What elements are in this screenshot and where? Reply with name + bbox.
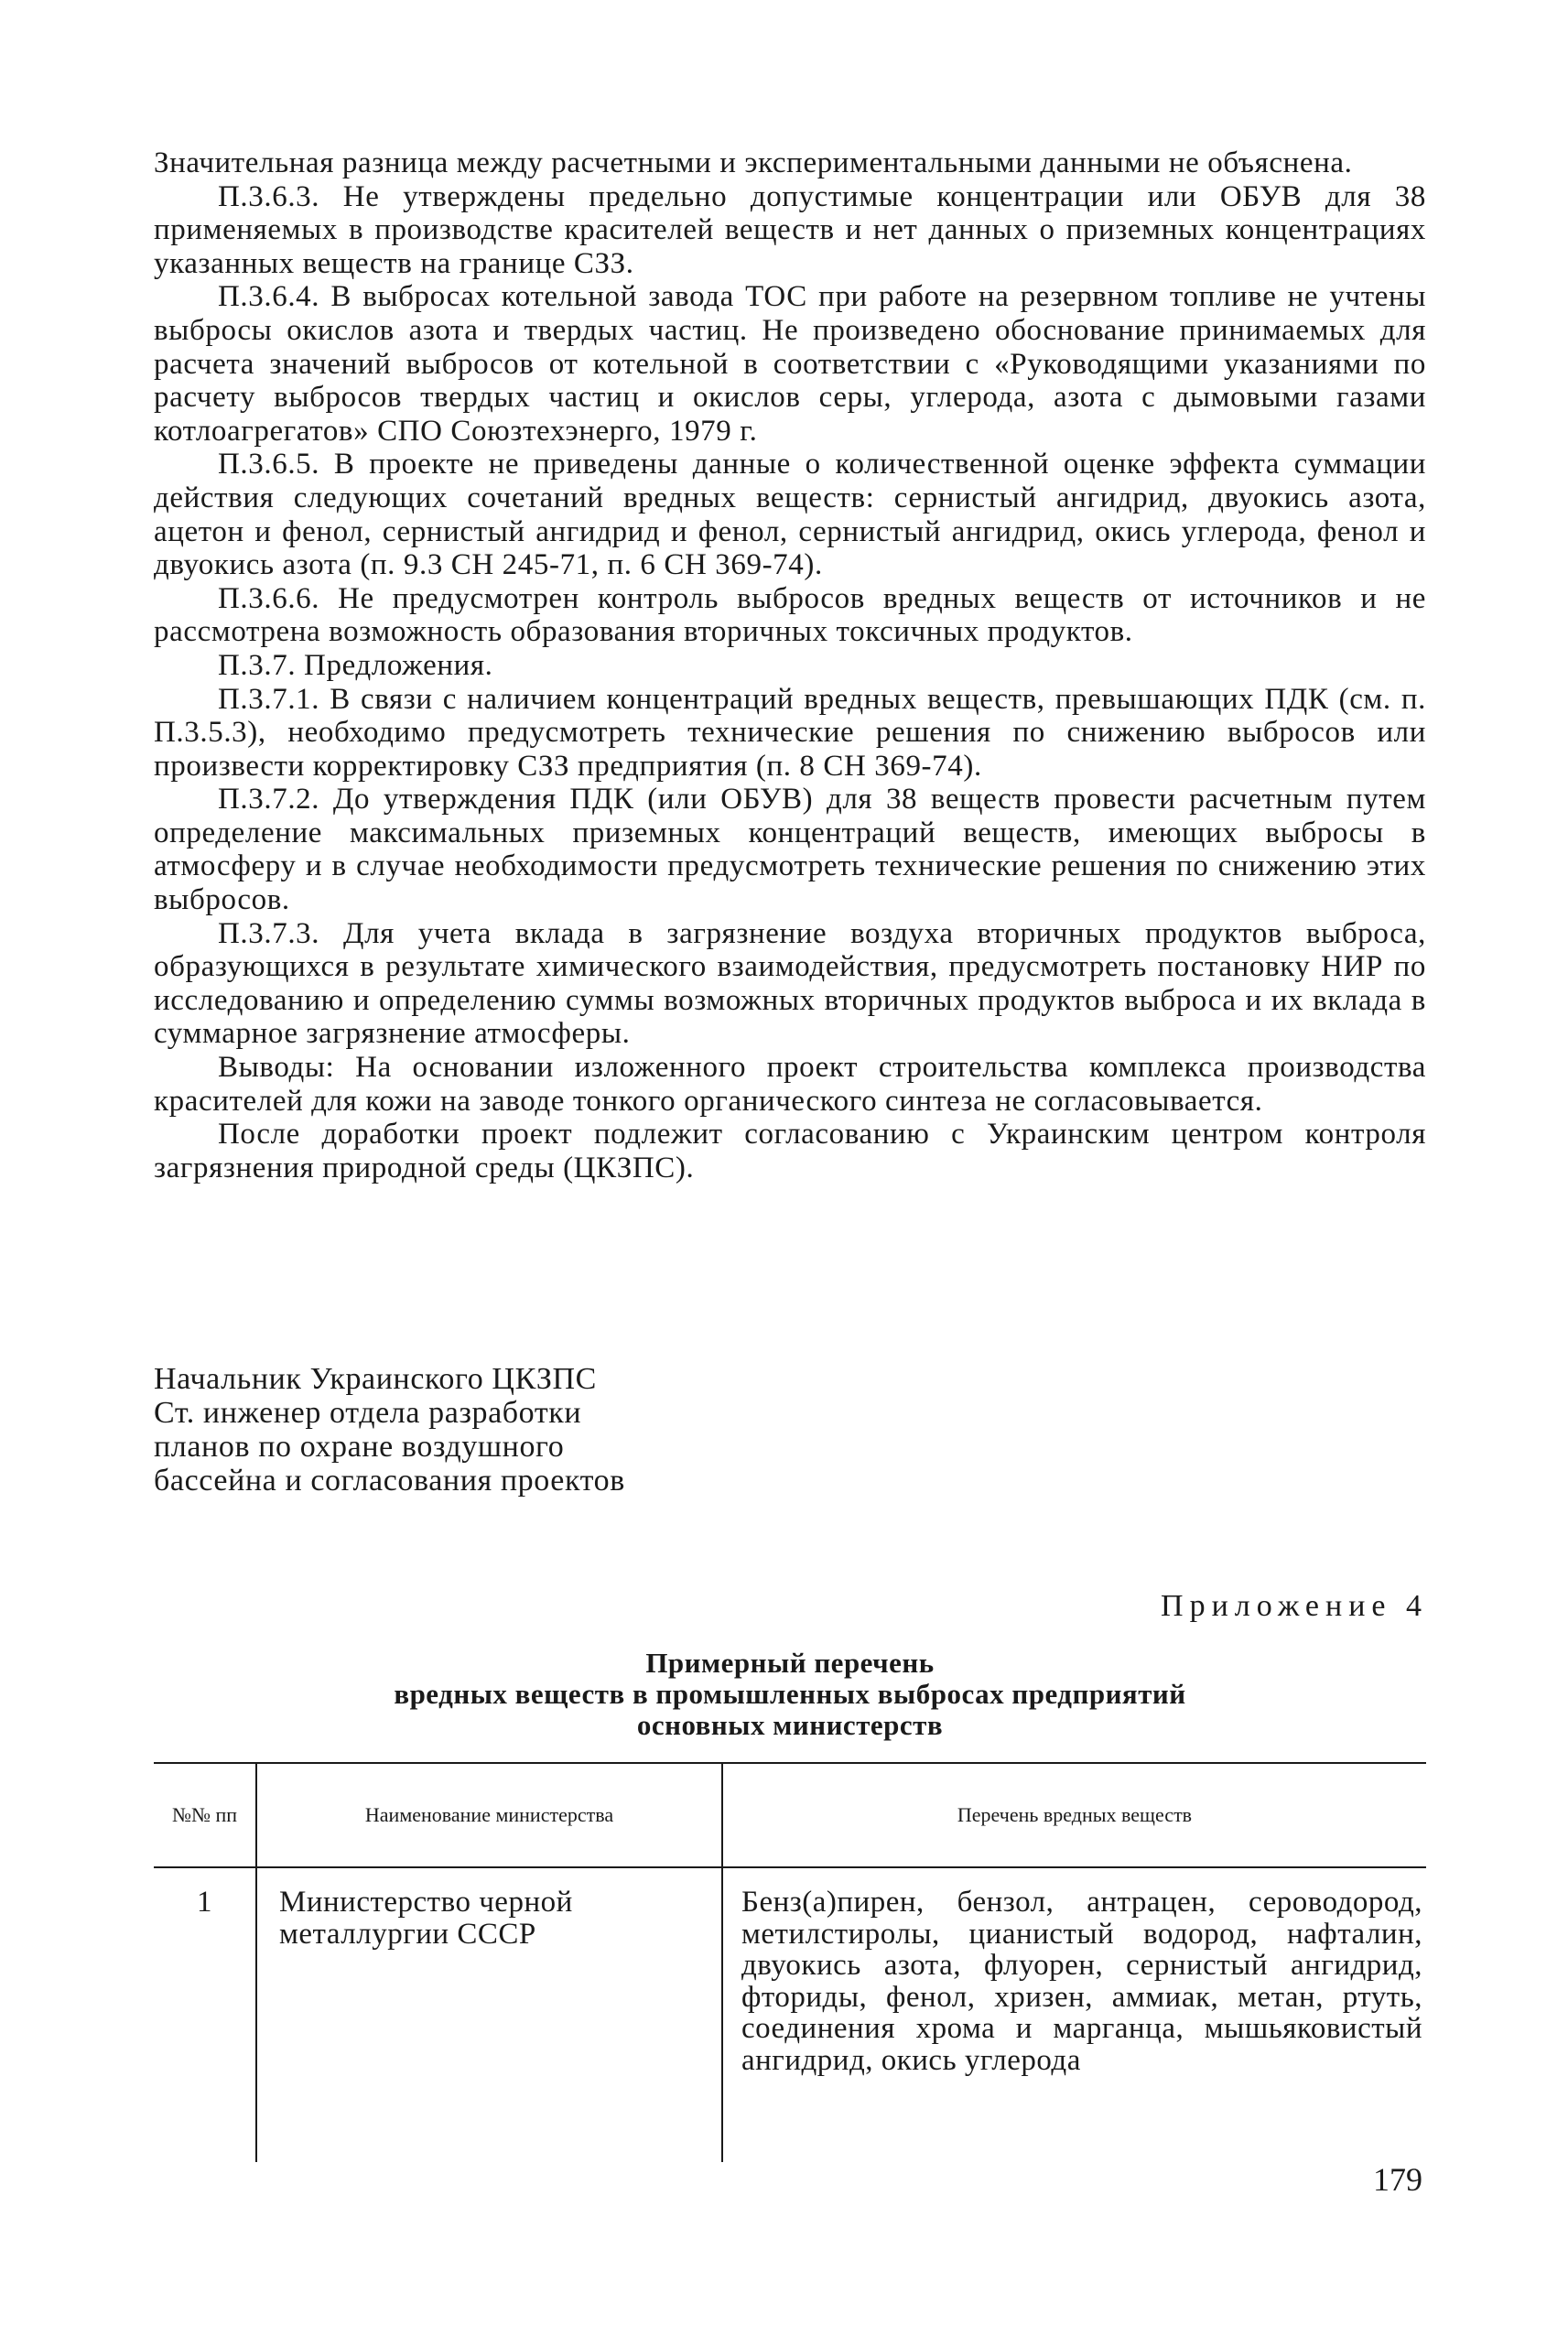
appendix-label: Приложение 4 [1161, 1589, 1428, 1623]
cell-substances: Бенз(а)пирен, бензол, антрацен, сероводород, метилстиролы, цианистый водород, нафталин, двуокись азота, флуорен, сернистый ангидрид, фториды, фенол, хризен, аммиак, метан, ртуть, соединения хрома и марганца, мышьяковистый ангидрид, окись углерода [722, 1867, 1426, 2162]
signature-line: Ст. инженер отдела разработки [154, 1396, 582, 1430]
paragraph: П.3.6.6. Не предусмотрен контроль выбросов вредных веществ от источников и не рассмотрена возможность образования вторичных токсичных продуктов. [154, 581, 1426, 649]
appendix-title-line: вредных веществ в промышленных выбросах предприятий [394, 1678, 1186, 1710]
paragraph: После доработки проект подлежит согласованию с Украинским центром контроля загрязнения природной среды (ЦКЗПС). [154, 1118, 1426, 1184]
cell-num: 1 [197, 1886, 212, 1919]
paragraph: Значительная разница между расчетными и экспериментальными данными не объяснена. [154, 146, 1353, 179]
appendix-title-line: основных министерств [636, 1709, 944, 1741]
header-num: №№ пп [154, 1763, 256, 1867]
paragraph: П.3.7. Предложения. [218, 648, 493, 682]
paragraph: Выводы: На основании изложенного проект строительства комплекса производства красителей для кожи на заводе тонкого органического синтеза не согласовывается. [154, 1051, 1426, 1118]
table-header-row [154, 1763, 1426, 1867]
substances-table [154, 1762, 1426, 2162]
paragraph: П.3.7.1. В связи с наличием концентраций вредных веществ, превышающих ПДК (см. п. П.3.5.3), необходимо предусмотреть технические решения по снижению выбросов или произвести корректировку СЗЗ предприятия (п. 8 СН 369-74). [154, 682, 1426, 783]
header-ministry: Наименование министерства [256, 1763, 722, 1867]
paragraph: П.3.7.2. До утверждения ПДК (или ОБУВ) для 38 веществ провести расчетным путем определение максимальных приземных концентраций веществ, имеющих выбросы в атмосферу и в случае необходимости предусмотреть технические решения по снижению этих выбросов. [154, 783, 1426, 917]
cell-ministry: Министерство черной металлургии СССР [256, 1867, 722, 2162]
appendix-title-line: Примерный перечень [645, 1647, 935, 1679]
appendix-title [154, 1648, 1426, 1741]
substances-table-wrap [154, 1762, 1426, 2162]
table-row [154, 1867, 1426, 2162]
signature-line: планов по охране воздушного [154, 1430, 565, 1464]
page-number: 179 [1373, 2161, 1422, 2198]
signature-line: Начальник Украинского ЦКЗПС [154, 1362, 597, 1396]
header-substances: Перечень вредных веществ [722, 1763, 1426, 1867]
signature-line: бассейна и согласования проектов [154, 1464, 625, 1498]
paragraph: П.3.6.5. В проекте не приведены данные о количественной оценке эффекта суммации действия следующих сочетаний вредных веществ: сернистый ангидрид, двуокись азота, ацетон и фенол, сернистый ангидрид и фенол, сернистый ангидрид, окись углерода, фенол и двуокись азота (п. 9.3 СН 245-71, п. 6 СН 369-74). [154, 448, 1426, 582]
paragraph: П.3.6.4. В выбросах котельной завода ТОС при работе на резервном топливе не учтены выбросы окислов азота и твердых частиц. Не произведено обоснование принимаемых для расчета значений выбросов от котельной в соответствии с «Руководящими указаниями по расчету выбросов твердых частиц и окислов серы, углерода, азота с дымовыми газами котлоагрегатов» СПО Союзтехэнерго, 1979 г. [154, 280, 1426, 448]
paragraph: П.3.6.3. Не утверждены предельно допустимые концентрации или ОБУВ для 38 применяемых в производстве красителей веществ и нет данных о приземных концентрациях указанных веществ на границе СЗЗ. [154, 179, 1426, 280]
body-text [154, 146, 1426, 1184]
paragraph: П.3.7.3. Для учета вклада в загрязнение воздуха вторичных продуктов выброса, образующихся в результате химического взаимодействия, предусмотреть постановку НИР по исследованию и определению суммы возможных вторичных продуктов выброса и их вклада в суммарное загрязнение атмосферы. [154, 916, 1426, 1051]
signature-block [154, 1362, 886, 1498]
